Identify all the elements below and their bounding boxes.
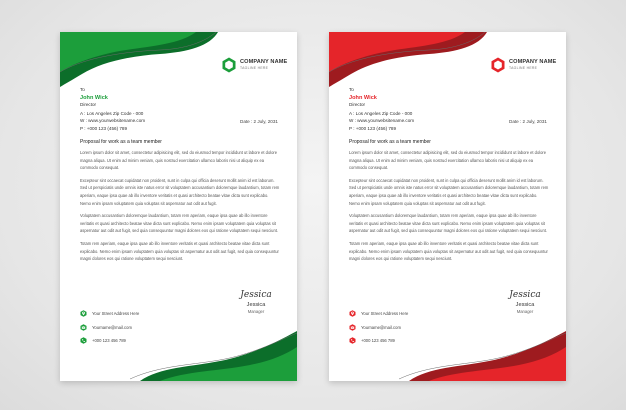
footer-email-row: [349, 324, 408, 331]
footer-address-row: [349, 310, 408, 317]
company-logo: [222, 57, 287, 73]
handwritten-signature: Jessica: [240, 290, 272, 300]
location-pin-icon: [349, 310, 356, 317]
recipient-role: Director: [349, 102, 366, 108]
body-paragraph: Totam rem aperiam, eaque ipsa quae ab illo inventore veritatis et quasi architecto beatae vitae dicta sunt explicabo. Nemo enim ipsam voluptatem quia voluptas sit aspernatur aut odit aut fugit, sed quia consequuntur magni dolores eos qui ratione voluptatem sequi nesciunt.: [349, 240, 548, 262]
bottom-wave-decoration: [60, 331, 297, 381]
company-tagline: TAGLINE HERE: [509, 65, 538, 70]
footer-address: Your Street Address Here: [361, 311, 409, 316]
body-paragraph: Lorem ipsum dolor sit amet, consectetur adipisicing elit, sed do eiusmod tempor incididunt ut labore et dolore magna aliqua. Ut enim ad minim veniam, quis nostrud exercitation ullamco laboris nisi ut aliquip ex ea commodo consequat.: [349, 150, 547, 171]
letter-body: [349, 139, 549, 268]
mail-icon: [349, 324, 356, 331]
footer-address: Your Street Address Here: [92, 311, 140, 316]
signature-block: [230, 291, 282, 314]
recipient-name: John Wick: [80, 94, 108, 101]
footer-email: Yourname@mail.com: [92, 324, 132, 330]
recipient-website: W : www.yourwebsitename.com: [80, 118, 146, 124]
recipient-phone: P : +000 123 (456) 789: [80, 125, 128, 131]
signer-role: Manager: [247, 309, 265, 314]
letter-date: Date : 2 July, 2031: [240, 119, 278, 124]
body-paragraph: Lorem ipsum dolor sit amet, consectetur adipisicing elit, sed do eiusmod tempor incididunt ut labore et dolore magna aliqua. Ut enim ad minim veniam, quis nostrud exercitation ullamco laboris nisi ut aliquip ex ea commodo consequat.: [80, 150, 278, 171]
letter-date: Date : 2 July, 2031: [509, 119, 547, 124]
mail-icon: [80, 324, 87, 331]
recipient-name: John Wick: [349, 94, 377, 101]
letterhead-green: [60, 32, 297, 381]
company-name: COMPANY NAME: [509, 59, 557, 65]
body-paragraph: Totam rem aperiam, eaque ipsa quae ab illo inventore veritatis et quasi architecto beatae vitae dicta sunt explicabo. Nemo enim ipsam voluptatem quia voluptas sit aspernatur aut odit aut fugit, sed quia consequuntur magni dolores eos qui ratione voluptatem sequi nesciunt.: [80, 240, 279, 262]
footer-address-row: [80, 310, 139, 317]
recipient-website: W : www.yourwebsitename.com: [349, 118, 415, 124]
signer-name: Jessica: [246, 302, 266, 308]
body-paragraph: Voluptatem accusantium doloremque laudantium, totam rem aperiam, eaque ipsa quae ab illo inventore veritatis et quasi architecto beatae vitae dicta sunt explicabo. Nemo enim ipsam voluptatem quia voluptas sit aspernatur aut odit aut fugit, sed quia consequuntur magni dolores eos qui ratione voluptatem sequi nesciunt.: [349, 213, 547, 234]
recipient-info: [80, 88, 145, 135]
signer-role: Manager: [516, 309, 534, 314]
footer-email: Yourname@mail.com: [361, 324, 401, 330]
recipient-info: [349, 88, 414, 135]
location-pin-icon: [80, 310, 87, 317]
recipient-address: A : Los Angeles Zip Code - 000: [80, 110, 144, 116]
letter-subject: Proposal for work as a team member: [349, 139, 431, 145]
bottom-wave-decoration: [329, 331, 566, 381]
letterhead-red: [329, 32, 566, 381]
footer-email-row: [80, 324, 139, 331]
signer-name: Jessica: [515, 302, 535, 308]
letter-subject: Proposal for work as a team member: [80, 139, 162, 145]
company-name: COMPANY NAME: [240, 59, 288, 65]
company-logo: [491, 57, 556, 73]
to-label: To: [349, 87, 354, 92]
letter-body: [80, 139, 280, 268]
body-paragraph: Voluptatem accusantium doloremque laudantium, totam rem aperiam, eaque ipsa quae ab illo inventore veritatis et quasi architecto beatae vitae dicta sunt explicabo. Nemo enim ipsam voluptatem quia voluptas sit aspernatur aut odit aut fugit, sed quia consequuntur magni dolores eos qui ratione voluptatem sequi nesciunt.: [80, 213, 278, 234]
handwritten-signature: Jessica: [509, 290, 541, 300]
hexagon-logo-icon: [491, 57, 505, 73]
footer-phone: +000 123 456 789: [361, 338, 395, 343]
footer-phone: +000 123 456 789: [92, 338, 126, 343]
body-paragraph: Excepteur sint occaecat cupidatat non proident, sunt in culpa qui officia deserunt mollit anim id est laborum. Sed ut perspiciatis unde omnis iste natus error sit voluptatem accusantium doloremque laudantium, totam rem aperiam, eaque ipsa quae ab illo inventore veritatis et quasi architecto beatae vitae dicta sunt explicabo. Nemo enim ipsam voluptatem quia voluptas sit aspernatur aut odit aut fugit.: [349, 177, 549, 206]
to-label: To: [80, 87, 85, 92]
recipient-phone: P : +000 123 (456) 789: [349, 125, 397, 131]
signature-block: [499, 291, 551, 314]
company-tagline: TAGLINE HERE: [240, 65, 269, 70]
body-paragraph: Excepteur sint occaecat cupidatat non proident, sunt in culpa qui officia deserunt mollit anim id est laborum. Sed ut perspiciatis unde omnis iste natus error sit voluptatem accusantium doloremque laudantium, totam rem aperiam, eaque ipsa quae ab illo inventore veritatis et quasi architecto beatae vitae dicta sunt explicabo. Nemo enim ipsam voluptatem quia voluptas sit aspernatur aut odit aut fugit.: [80, 177, 280, 206]
recipient-address: A : Los Angeles Zip Code - 000: [349, 110, 413, 116]
hexagon-logo-icon: [222, 57, 236, 73]
recipient-role: Director: [80, 102, 97, 108]
